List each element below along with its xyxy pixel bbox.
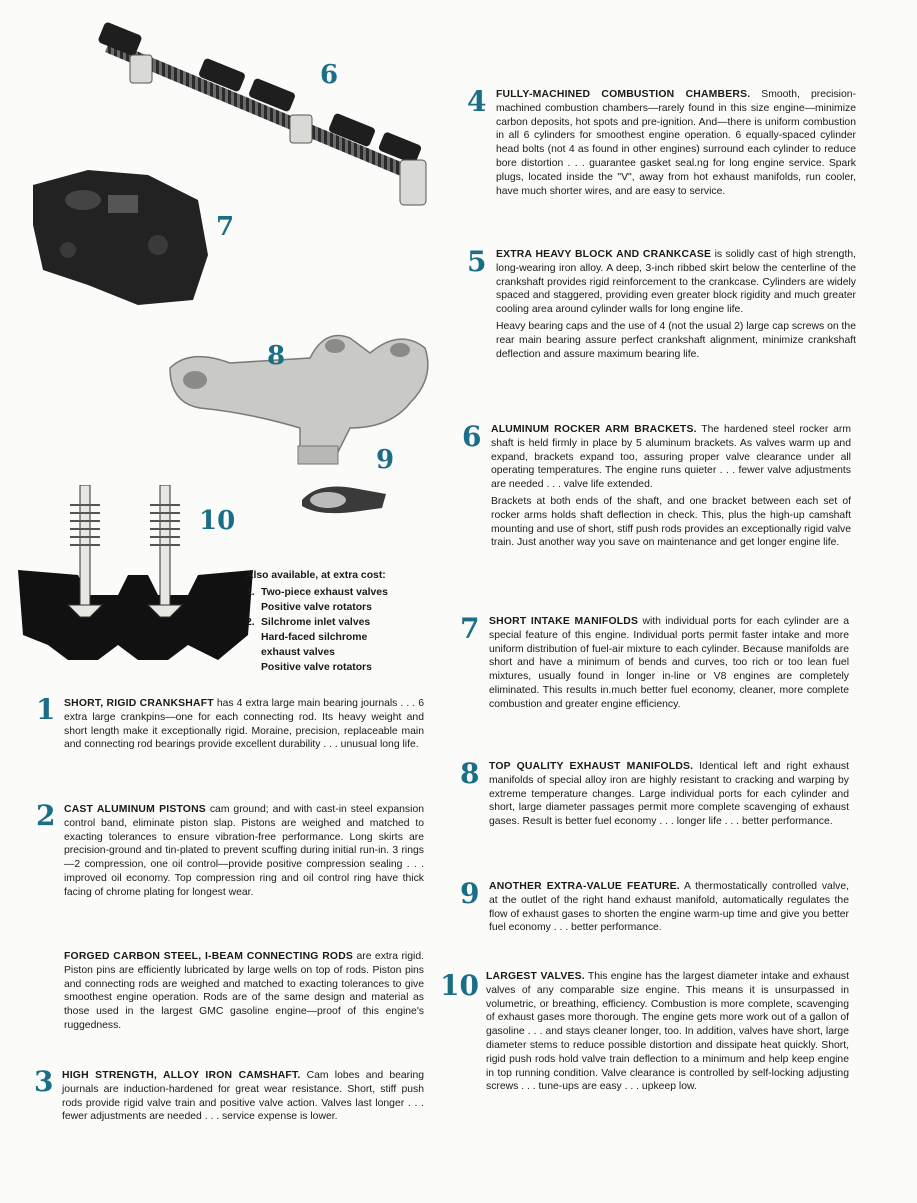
feature-exhaust-manifolds [489, 760, 849, 832]
feature-heading: FORGED CARBON STEEL, I-BEAM CONNECTING RODS [64, 951, 354, 962]
list-item-line: Hard-faced silchrome [261, 632, 368, 643]
feature-text: A thermostatically controlled valve, at the outlet of the right hand exhaust manifold, automatically regulates the flow of exhaust gases to shorten the engine warm-up time and give you better fuel economy . . . better performance. [489, 881, 849, 934]
feature-heading: ALUMINUM ROCKER ARM BRACKETS. [491, 424, 697, 435]
feature-number-6: 6 [462, 420, 482, 453]
list-item-line: Two-piece exhaust valves [261, 587, 388, 598]
feature-text: Identical left and right exhaust manifolds of special alloy iron are highly resistant to cracking and warping by extreme temperature changes. Large individual ports for each cylinder and short, large diameter passages permit more complete scavenging of exhaust gases. Result is better fuel economy . . . longer life . . . better performance. [489, 761, 849, 828]
feature-number-3: 3 [34, 1065, 54, 1098]
feature-text: This engine has the largest diameter intake and exhaust valves of any comparable size engine. This means it is unsurpassed in volumetric, or breathing, efficiency. Combustion is more complete, scavenging of exhaust gases more thorough. The engine gets more work out of a gallon of gasoline . . . and stays cleaner longer, too. In addition, valves have short, large diameter stems to reduce possible distortion and dissipate heat quickly. Short, rigid push rods hold valve train deflection to a minimum and help keep engine in top running condition. Valve clearance is controlled by self-locking adjusting screws . . . tune-ups are easy . . . upkeep low. [486, 971, 849, 1093]
feature-combustion-chambers [496, 88, 856, 201]
feature-heading: CAST ALUMINUM PISTONS [64, 804, 206, 815]
feature-heading: EXTRA HEAVY BLOCK AND CRANKCASE [496, 249, 712, 260]
also-available-heading: Also available, at extra cost: [246, 570, 386, 581]
feature-text-continued: Brackets at both ends of the shaft, and one bracket between each set of rocker arms holds shaft deflection in check. This, plus the high-up camshaft mounting and use of short, stiff push rods provides an exceptionally rigid valve train. Just another way you save on maintenance and get longer engine life. [491, 495, 851, 549]
feature-number-10: 10 [440, 969, 479, 1002]
feature-crankshaft [64, 697, 424, 755]
feature-number-5: 5 [467, 245, 487, 278]
feature-heading: TOP QUALITY EXHAUST MANIFOLDS. [489, 761, 694, 772]
feature-rocker-arm-brackets [491, 423, 851, 553]
figure-number-8: 8 [267, 341, 286, 371]
feature-pistons [64, 803, 424, 903]
intake-manifold-illustration [28, 165, 213, 310]
feature-number-8: 8 [460, 757, 480, 790]
feature-text: has 4 extra large main bearing journals . . . 6 extra large crankpins—one for each connecting rod. Its heavy weight and short length make it exceptionally rigid. Moraine, precision, replaceable main and connecting rod bearings provide excellent durability . . . unusual long life. [64, 698, 424, 751]
list-item-line: exhaust valves [261, 647, 335, 658]
feature-text: The hardened steel rocker arm shaft is held firmly in place by 5 aluminum brackets. As valves warm up and expand, brackets expand too, assuring proper valve clearance under all operating temperatures. The engine runs quieter . . . fewer valve adjustments are needed . . . valve life extended. [491, 424, 851, 491]
figure-number-6: 6 [320, 60, 339, 90]
feature-heading: FULLY-MACHINED COMBUSTION CHAMBERS. [496, 89, 751, 100]
feature-camshaft [62, 1069, 424, 1127]
feature-text-continued: Heavy bearing caps and the use of 4 (not the usual 2) large cap screws on the rear main bearing assure perfect crankshaft alignment, minimize crankshaft deflection and assure maximum bearing life. [496, 320, 856, 360]
feature-heading: SHORT INTAKE MANIFOLDS [489, 616, 639, 627]
feature-text: Smooth, precision-machined combustion chambers—rarely found in this size engine—minimize carbon deposits, hot spots and pre-ignition. And—there is uniform combustion in all 6 cylinders for smoothest engine operation. 6 equally-spaced cylinder head bolts (not 4 as found in other engines) surround each cylinder to reduce bore distortion . . . guarantee gasket seal.ng for long engine service. Spark plugs, located inside the "V", away from hot exhaust manifolds, run cooler, have much shorter wires, and are easy to service. [496, 89, 857, 197]
feature-number-9: 9 [460, 877, 480, 910]
list-item [246, 615, 436, 630]
figure-number-7: 7 [216, 212, 235, 242]
thermostatic-valve-illustration [298, 480, 390, 518]
list-item-line: Positive valve rotators [261, 602, 372, 613]
feature-heading: LARGEST VALVES. [486, 971, 585, 982]
list-item-line: Positive valve rotators [261, 662, 372, 673]
feature-connecting-rods [64, 950, 424, 1036]
list-item-number: 1. [246, 587, 255, 598]
feature-text: with individual ports for each cylinder are a special feature of this engine. Individual ports permit faster intake and more uniform distribution of fuel-air mixture to each cylinder. Because manifolds are short and have a minimum of bends and curves, too rich or too lean fuel mixtures, usually found in longer in-line or V8 engines are completely eliminated. This results in.much better fuel economy, cleaner, more complete combustion and greater engine efficiency. [489, 616, 849, 710]
feature-text: Cam lobes and bearing journals are induction-hardened for great wear resistance. Short, stiff push rods provide rigid valve train and positive valve action. Valves last longer . . . fewer adjustments are needed . . . service expense is lower. [62, 1070, 424, 1123]
feature-heading: SHORT, RIGID CRANKSHAFT [64, 698, 214, 709]
feature-number-7: 7 [460, 612, 480, 645]
feature-text: are extra rigid. Piston pins are efficiently lubricated by large wells on top of rods. Piston pins and connecting rods are weighed and matched to exacting tolerances to give smoothest engine operation. Rods are of the same design and material as those used in the largest GMC gasoline engine—proof of this engine's ruggedness. [64, 951, 424, 1031]
feature-largest-valves [486, 970, 849, 1097]
feature-intake-manifolds [489, 615, 849, 715]
feature-number-2: 2 [36, 799, 56, 832]
feature-text: is solidly cast of high strength, long-wearing iron alloy. A deep, 3-inch ribbed skirt below the centerline of the crankshaft provides rigid reinforcement to the crankcase. Cylinders are widely spaced and staggered, providing even greater block rigidity and much greater cooling area around cylinder walls for long engine life. [496, 249, 856, 316]
feature-heading: HIGH STRENGTH, ALLOY IRON CAMSHAFT. [62, 1070, 301, 1081]
list-item-number: 2. [246, 617, 255, 628]
feature-text: cam ground; and with cast-in steel expansion control band, eliminate piston slap. Pistons are weighed and matched to exacting tolerances to ensure vibration-free performance. Long skirts are precision-ground and tin-plated to prevent scuffing during initial run-in. 3 rings—2 compression, one oil control—provide positive compression sealing . . . improved oil economy. Top compression ring and oil control ring have thick facing of chrome plating for longest wear. [64, 804, 424, 898]
feature-number-1: 1 [36, 693, 56, 726]
figure-number-10: 10 [199, 506, 236, 536]
list-item [246, 585, 436, 600]
feature-heading: ANOTHER EXTRA-VALUE FEATURE. [489, 881, 680, 892]
feature-extra-value [489, 880, 849, 938]
also-available-list [246, 568, 436, 675]
feature-number-4: 4 [467, 85, 487, 118]
list-item-line: Silchrome inlet valves [261, 617, 371, 628]
figure-number-9: 9 [376, 445, 395, 475]
feature-block-crankcase [496, 248, 856, 364]
